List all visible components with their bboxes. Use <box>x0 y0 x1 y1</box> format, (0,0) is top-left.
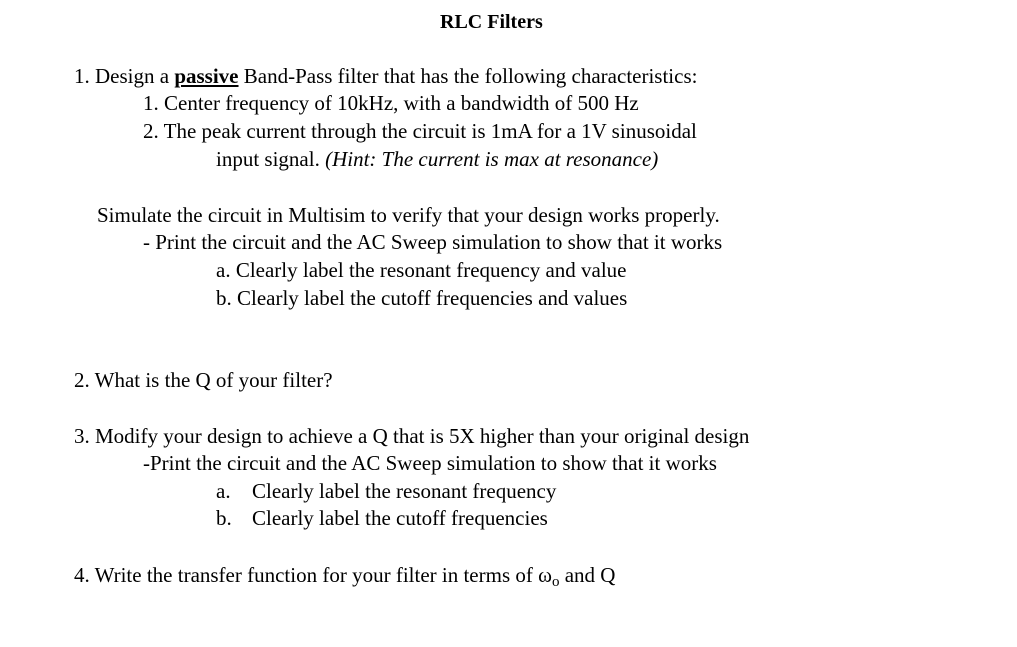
q3-heading: 3. Modify your design to achieve a Q that is 5X higher than your original design <box>74 424 750 448</box>
document-title: RLC Filters <box>440 11 543 33</box>
q1-hint: (Hint: The current is max at resonance) <box>325 147 659 171</box>
q4-post: and Q <box>559 563 616 587</box>
q1-intro <box>74 63 697 89</box>
q3-print: -Print the circuit and the AC Sweep simulation to show that it works <box>143 451 717 475</box>
q3-item-b-marker: b. <box>216 506 232 530</box>
q3-item-a: Clearly label the resonant frequency <box>252 479 557 503</box>
q2: 2. What is the Q of your filter? <box>74 368 333 392</box>
q4-pre: 4. Write the transfer function for your filter in terms of <box>74 563 539 587</box>
q1-intro-pre: 1. Design a <box>74 64 175 88</box>
q1-intro-post: Band-Pass filter that has the following characteristics: <box>238 64 698 88</box>
q3-item-b: Clearly label the cutoff frequencies <box>252 506 548 530</box>
simulate-heading: Simulate the circuit in Multisim to verify that your design works properly. <box>97 203 720 227</box>
q1-item-2-continued <box>216 146 658 172</box>
omega-subscript: o <box>551 574 560 590</box>
simulate-item-b: b. Clearly label the cutoff frequencies and values <box>216 286 628 310</box>
omega-symbol: ω <box>538 563 552 587</box>
q3-item-a-marker: a. <box>216 479 231 503</box>
q4 <box>74 562 615 595</box>
q1-item-2-cont-text: input signal. <box>216 147 326 171</box>
q1-item-1: 1. Center frequency of 10kHz, with a bandwidth of 500 Hz <box>143 91 639 115</box>
q1-item-2: 2. The peak current through the circuit is 1mA for a 1V sinusoidal <box>143 119 697 143</box>
simulate-item-a: a. Clearly label the resonant frequency and value <box>216 258 627 282</box>
q1-intro-emphasis: passive <box>174 64 239 88</box>
simulate-print: - Print the circuit and the AC Sweep simulation to show that it works <box>143 230 723 254</box>
